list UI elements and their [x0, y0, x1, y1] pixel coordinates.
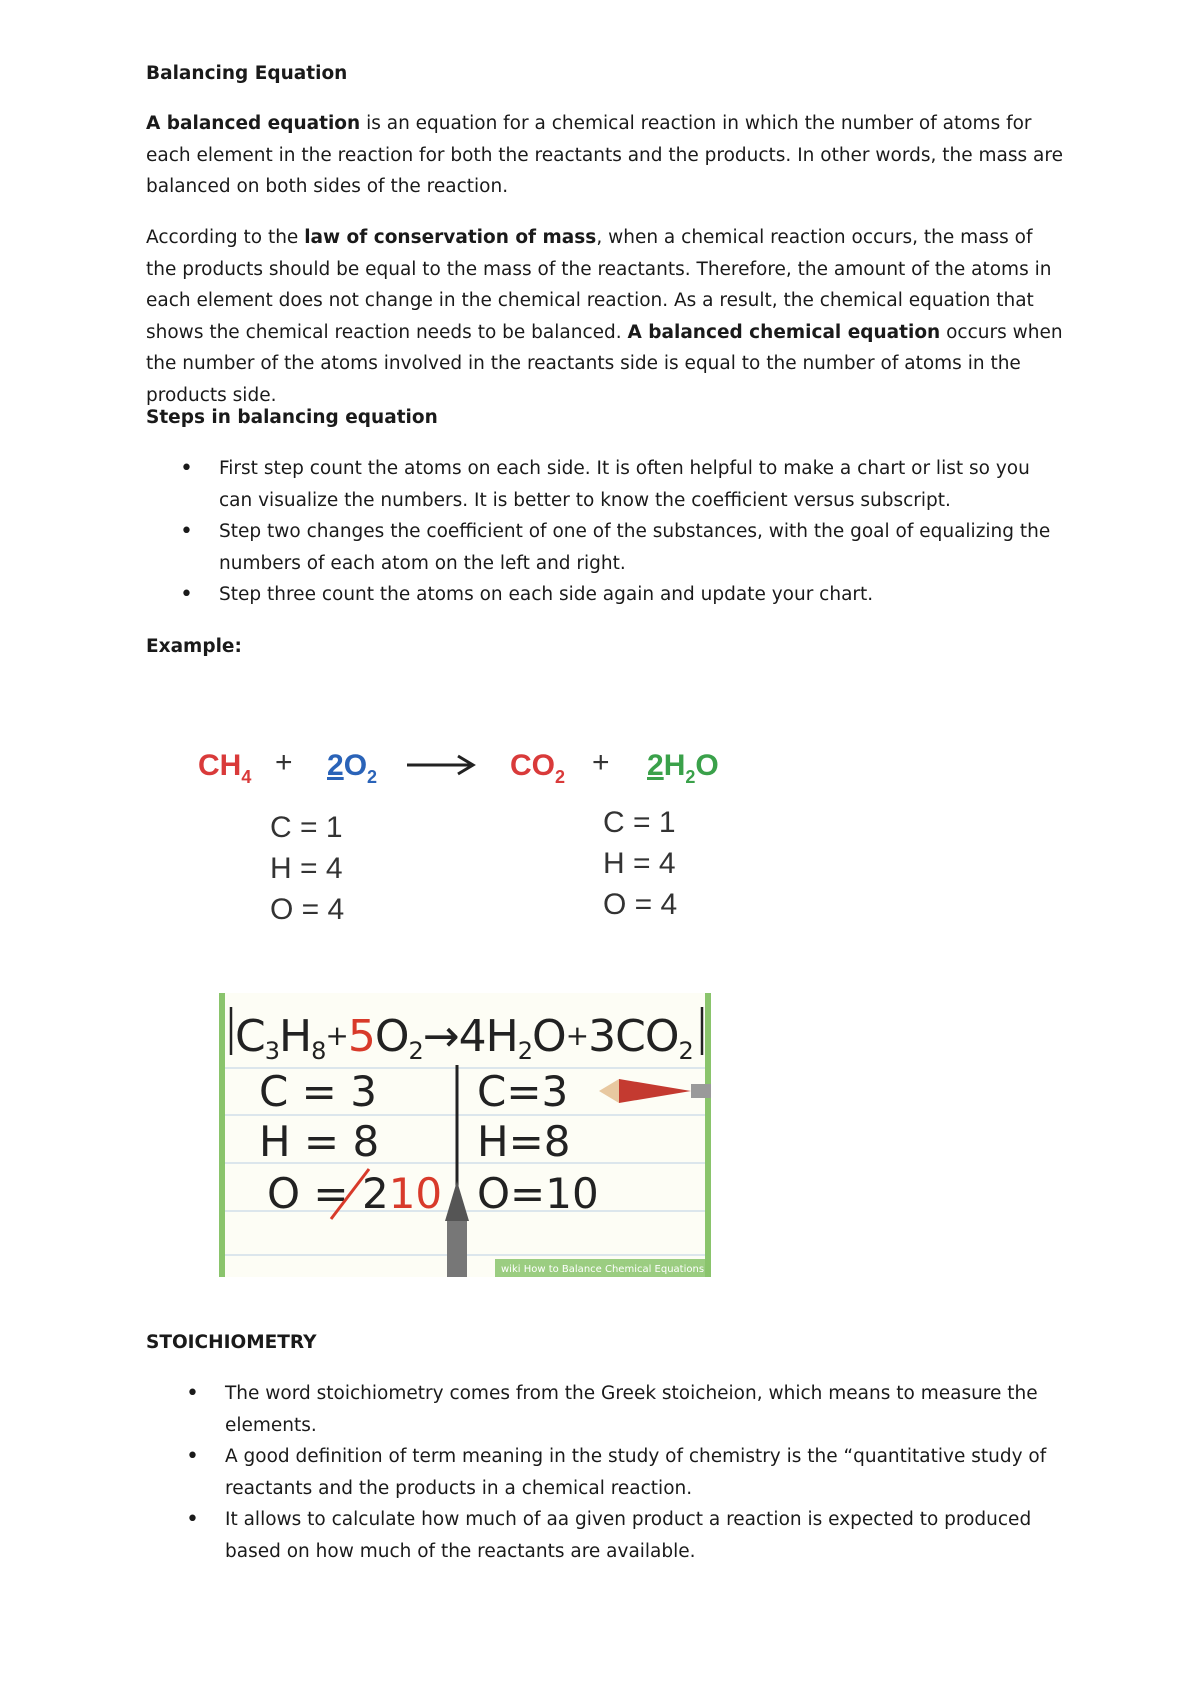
term-balanced-equation: A balanced equation: [146, 113, 361, 134]
right-count-o: O=10: [477, 1169, 599, 1218]
propane-equation: C3H8+5O2→4H2O+3CO2: [235, 1011, 693, 1065]
stoichiometry-list: [146, 1378, 1066, 1567]
right-count-o: O = 4: [603, 888, 678, 921]
page-title: Balancing Equation: [146, 63, 348, 84]
paragraph-conservation: According to the law of conservation of mass, when a chemical reaction occurs, the mass of the products should be equal to the mass of the reactants. Therefore, the amount of the atoms in each element does not change in the chemical reaction. As a result, the chemical equation that shows the chemical reaction needs to be balanced. A balanced chemical equation occurs when the number of the atoms involved in the reactants side is equal to the number of atoms in the products side.: [146, 227, 1063, 406]
right-count-h: H=8: [477, 1117, 571, 1166]
steps-list: [146, 453, 1066, 611]
list-item: • The word stoichiometry comes from the Greek stoicheion, which means to measure the elements.: [146, 1378, 1066, 1441]
list-item: • Step three count the atoms on each side again and update your chart.: [146, 579, 1066, 611]
list-item: • First step count the atoms on each side. It is often helpful to make a chart or list so you can visualize the numbers. It is better to know the coefficient versus subscript.: [146, 453, 1066, 516]
left-count-o: O = 4: [270, 893, 345, 926]
term-balanced-chemical-equation: A balanced chemical equation: [627, 321, 941, 343]
left-count-h: H = 4: [270, 852, 343, 885]
list-item: • It allows to calculate how much of aa given product a reaction is expected to produced based on how much of the reactants are available.: [146, 1504, 1066, 1567]
term-conservation-of-mass: law of conservation of mass: [304, 227, 597, 248]
reaction-arrow-icon: [407, 756, 473, 774]
left-count-h: H = 8: [259, 1117, 380, 1166]
paragraph-balanced-equation: A balanced equation is an equation for a chemical reaction in which the number of atoms for each element in the reaction for both the reactants and the products. In other words, the mass are balanced on both sides of the reaction.: [146, 113, 1063, 197]
plus-sign: +: [592, 746, 610, 779]
reactant-o2: $2O_2$: [327, 749, 378, 787]
left-count-c: C = 3: [259, 1067, 377, 1116]
watermark-caption: wiki How to Balance Chemical Equations: [501, 1264, 705, 1275]
propane-equation-figure: [219, 993, 711, 1277]
list-item: • Step two changes the coefficient of one of the substances, with the goal of equalizing the numbers of each atom on the left and right.: [146, 516, 1066, 579]
plus-sign: +: [275, 746, 293, 779]
right-count-c: C = 1: [603, 806, 676, 839]
list-item: • A good definition of term meaning in the study of chemistry is the “quantitative study of reactants and the products in a chemical reaction.: [146, 1441, 1066, 1504]
right-count-h: H = 4: [603, 847, 676, 880]
left-count-o: O = 210: [267, 1169, 443, 1218]
product-h2o: $2H_2O$: [647, 749, 719, 787]
methane-equation-figure: [180, 730, 800, 930]
left-count-c: C = 1: [270, 811, 343, 844]
stoichiometry-heading: STOICHIOMETRY: [146, 1332, 317, 1353]
right-count-c: C=3: [477, 1067, 569, 1116]
reactant-ch4: $CH_4$: [198, 749, 252, 787]
product-co2: $CO_2$: [510, 749, 566, 787]
steps-heading: Steps in balancing equation: [146, 407, 438, 428]
example-label: Example:: [146, 636, 242, 657]
